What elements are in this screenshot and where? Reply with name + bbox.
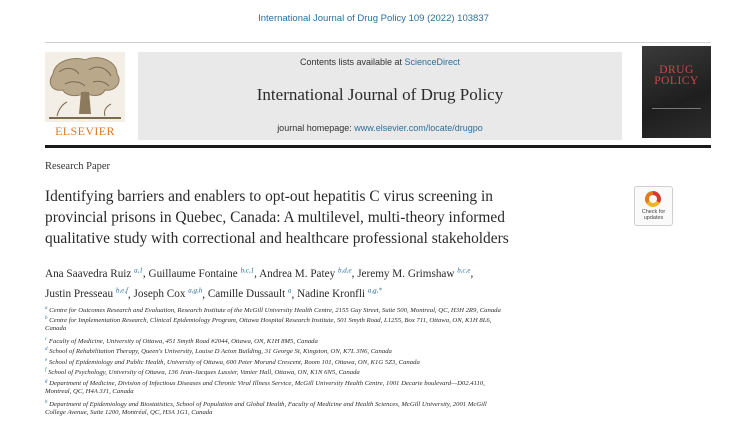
author-affiliation-marks: a (287, 286, 292, 295)
cover-title-line1: DRUG (659, 64, 694, 76)
journal-banner (138, 52, 622, 140)
title-line: Identifying barriers and enablers to opt-out hepatitis C virus screening in (45, 188, 493, 205)
author-affiliation-marks: b,d,e (338, 266, 352, 274)
cover-title (642, 65, 711, 87)
homepage-prefix: journal homepage: (277, 123, 355, 133)
author-name: Andrea M. Patey (259, 267, 336, 280)
cover-title-line2: POLICY (654, 75, 699, 87)
affiliation-text: College Avenue, Suite 1200, Montréal, QC, H3A 1G1, Canada (45, 409, 213, 416)
check-text-line1: Check for (641, 209, 666, 215)
affiliation-text: Faculty of Medicine, University of Ottawa, 451 Smyth Road #2044, Ottawa, ON, K1H 8M5, Canada (48, 338, 318, 346)
affiliation-mark: b (45, 316, 48, 321)
author[interactable] (357, 268, 470, 280)
affiliation (45, 324, 665, 334)
contents-prefix: Contents lists available at (299, 57, 405, 67)
journal-reference: International Journal of Drug Policy 109 (2022) 103837 (258, 13, 489, 24)
author-affiliation-marks: a,g,* (367, 286, 382, 295)
header-thick-rule (45, 145, 711, 148)
journal-homepage-link[interactable]: www.elsevier.com/locate/drugpo (354, 123, 483, 133)
author[interactable] (45, 268, 143, 280)
affiliation-mark: d (45, 347, 48, 352)
sciencedirect-link[interactable]: ScienceDirect (404, 57, 461, 67)
contents-line (138, 57, 622, 67)
affiliation-text: School of Rehabilitation Therapy, Queen's University, Louise D Acton Building, 31 George St, Kingston, ON, K7L 3N6, Canada (49, 348, 392, 356)
check-for-updates-icon (645, 191, 661, 207)
author-name: Jeremy M. Grimshaw (357, 267, 455, 280)
author[interactable] (149, 268, 255, 280)
author[interactable] (134, 288, 203, 300)
affiliation-mark: c (45, 337, 48, 342)
author-name: Guillaume Fontaine (148, 267, 238, 280)
author-name: Justin Presseau (45, 288, 114, 301)
author-name: Ana Saavedra Ruiz (45, 267, 132, 280)
affiliation (45, 387, 665, 397)
header-top-rule (45, 42, 711, 43)
journal-title: International Journal of Drug Policy (256, 85, 504, 104)
article-title (45, 186, 625, 249)
author-name: Nadine Kronfli (297, 288, 366, 301)
affiliation-text: School of Psychology, University of Ottawa, 136 Jean-Jacques Lussier, Vanier Hall, Ottawa, ON, K1N 6N5, Canada (48, 369, 360, 377)
affiliation-mark: e (45, 358, 48, 363)
affiliation-mark: a (45, 306, 48, 311)
article-type: Research Paper (45, 161, 111, 172)
author-name: Joseph Cox (133, 288, 186, 301)
elsevier-tree-icon (45, 52, 125, 122)
affiliation-mark: f (45, 368, 47, 373)
author-name: Camille Dussault (207, 288, 286, 301)
check-for-updates-text (635, 209, 672, 221)
author-affiliation-marks: a,1 (134, 266, 143, 274)
author-affiliation-marks: b,c,1 (240, 266, 255, 274)
author-affiliation-marks: a,g,h (188, 286, 203, 295)
title-line: provincial prisons in Quebec, Canada: A multilevel, multi-theory informed (45, 209, 505, 226)
publisher-name: ELSEVIER (55, 124, 115, 138)
author[interactable] (208, 288, 292, 300)
affiliation-text: Department of Medicine, Division of Infectious Diseases and Chronic Viral Illness Service, McGill University Health Centre, 1001 Decarie boulevard—D02.4110, (49, 380, 485, 388)
check-text-line2: updates (643, 215, 664, 221)
author[interactable] (259, 268, 352, 280)
affiliation (45, 408, 665, 418)
affiliation-mark: g (45, 379, 48, 384)
affiliation-text: School of Epidemiology and Public Health, University of Ottawa, 600 Peter Morand Crescent, Room 101, Ottawa, ON, K1G 5Z3, Canada (48, 359, 420, 367)
cover-divider (652, 108, 701, 109)
author[interactable] (45, 288, 128, 300)
title-line: qualitative study with correctional and healthcare professional stakeholders (45, 230, 509, 247)
affiliation-text: Montreal, QC, H4A 3J1, Canada (45, 388, 134, 395)
author-affiliation-marks: b,e,f (115, 286, 128, 295)
affiliation-text: Canada (45, 325, 67, 332)
journal-cover[interactable] (642, 46, 711, 138)
affiliation-text: Centre for Outcomes Research and Evaluation, Research Institute of the McGill University Health Centre, 2155 Guy Street, Suite 500, Montreal, QC, H3H 2R9, Canada (49, 307, 501, 315)
affiliation-mark: h (45, 400, 48, 405)
affiliation-text: Centre for Implementation Research, Clinical Epidemiology Program, Ottawa Hospital Research Institute, 501 Smyth Road, L1255, Box 711, Ottawa, ON, K1H 8L6, (49, 317, 492, 325)
author-affiliation-marks: b,c,e (457, 266, 471, 274)
author[interactable] (297, 288, 382, 300)
author-list: Ana Saavedra Ruiz $^{a,1}$, Guillaume Fontaine $^{b,c,1}$, Andrea M. Patey $^{b,d,e}$, Jeremy M. Grimshaw $^{b,c,e}$, Justin Presseau $^{b,e,f}$, Joseph Cox $^{a,g,h}$, Camille Dussault $^a$, Nadine Kronfli $^{a,g,*}$ (45, 266, 474, 301)
homepage-line (138, 123, 622, 133)
affiliation-text: Department of Epidemiology and Biostatistics, School of Population and Global Health, Faculty of Medicine and Health Sciences, McGill University, 2001 McGill (49, 401, 487, 409)
check-for-updates-badge[interactable] (634, 186, 673, 226)
